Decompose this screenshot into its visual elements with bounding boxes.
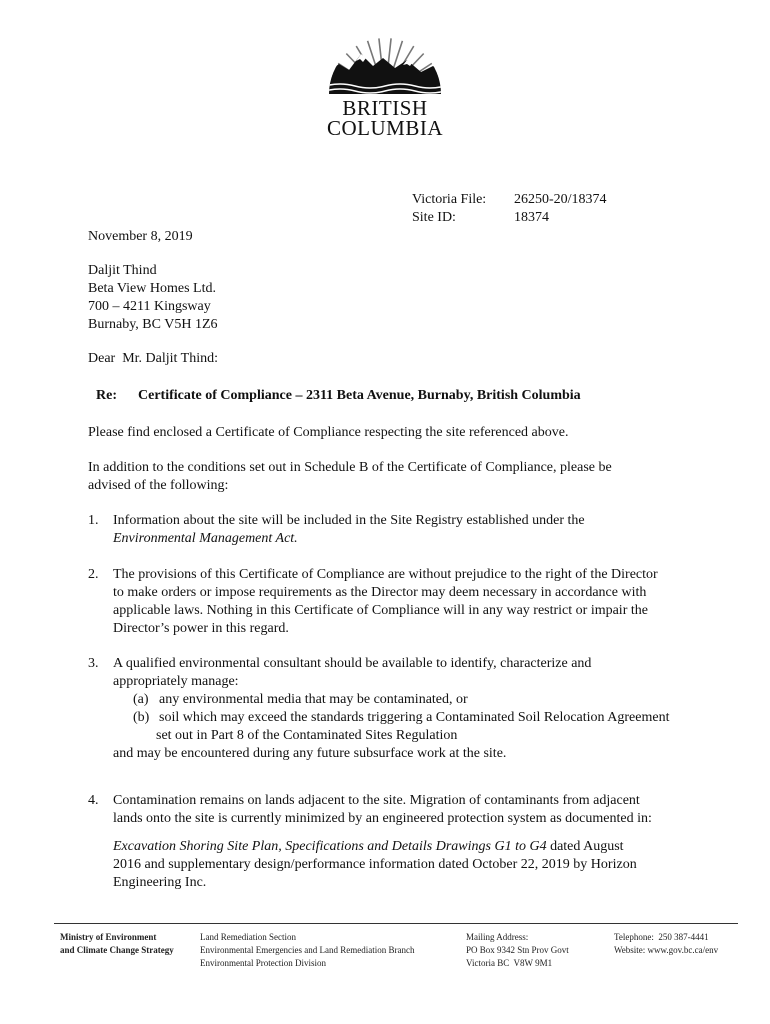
mail-label: Mailing Address: [466, 932, 529, 942]
recipient-name: Daljit Thind [88, 263, 157, 278]
list-number: 2. [88, 567, 99, 582]
item-line: Information about the site will be included in the Site Registry established under the [113, 513, 585, 528]
recipient-address [88, 262, 218, 334]
item-line: A qualified environmental consultant should be available to identify, characterize and [113, 656, 592, 671]
bc-sun-mountains-icon [325, 30, 445, 98]
logo-wordmark-line2: COLUMBIA [326, 116, 443, 140]
mail-city: Victoria BC V8W 9M1 [466, 958, 553, 968]
item-closing: and may be encountered during any future subsurface work at the site. [113, 746, 507, 761]
sub-item-text-cont: set out in Part 8 of the Contaminated Sites Regulation [156, 728, 458, 743]
document-reference [113, 838, 652, 856]
ministry-line: and Climate Change Strategy [60, 945, 174, 955]
salutation: Dear Mr. Daljit Thind: [88, 351, 218, 366]
telephone: Telephone: 250 387-4441 [614, 932, 709, 942]
item-line: Director’s power in this regard. [113, 621, 289, 636]
section-name: Land Remediation Section [200, 932, 296, 942]
sub-item-text: any environmental media that may be contaminated, or [159, 692, 468, 707]
footer-contact [614, 931, 718, 957]
item-line: lands onto the site is currently minimized by an engineered protection system as documented in: [113, 811, 652, 826]
division-name: Environmental Protection Division [200, 958, 326, 968]
sub-item-label: (b) [133, 710, 150, 725]
item-line: appropriately manage: [113, 674, 239, 689]
list-number: 1. [88, 513, 99, 528]
sub-item-label: (a) [133, 692, 149, 707]
paragraph-line: advised of the following: [88, 478, 229, 493]
website-link[interactable]: Website: www.gov.bc.ca/env [614, 945, 719, 955]
re-subject: Certificate of Compliance – 2311 Beta Avenue, Burnaby, British Columbia [138, 388, 581, 403]
item-line: applicable laws. Nothing in this Certificate of Compliance will in any way restrict or impair the [113, 603, 648, 618]
sub-item-a [113, 691, 591, 709]
item-line: Engineering Inc. [113, 875, 207, 890]
victoria-file-label: Victoria File: [412, 192, 487, 207]
site-id-label: Site ID: [412, 210, 456, 225]
document-title: Excavation Shoring Site Plan, Specifications and Details Drawings G1 to G4 [113, 839, 547, 854]
recipient-city: Burnaby, BC V5H 1Z6 [88, 317, 218, 332]
list-number: 3. [88, 656, 99, 671]
list-number: 4. [88, 793, 99, 808]
item-line: to make orders or impose requirements as the Director may deem necessary in accordance with [113, 585, 647, 600]
item-line: 2016 and supplementary design/performance information dated October 22, 2019 by Horizon [113, 857, 637, 872]
branch-name: Environmental Emergencies and Land Remediation Branch [200, 945, 415, 955]
recipient-company: Beta View Homes Ltd. [88, 281, 216, 296]
subject-line [96, 387, 581, 405]
sub-item-text: soil which may exceed the standards triggering a Contaminated Soil Relocation Agreement [159, 710, 670, 725]
footer-divider [54, 923, 738, 924]
paragraph-enclosed: Please find enclosed a Certificate of Compliance respecting the site referenced above. [88, 425, 569, 440]
letter-date: November 8, 2019 [88, 229, 193, 244]
footer-branch [200, 931, 415, 970]
item-line: Contamination remains on lands adjacent to the site. Migration of contaminants from adjacent [113, 793, 640, 808]
act-name: Environmental Management Act. [113, 531, 298, 546]
re-label: Re: [96, 388, 117, 403]
footer-mailing-address [466, 931, 569, 970]
paragraph-conditions [88, 459, 612, 495]
logo-wordmark-line1: BRITISH [342, 96, 428, 120]
document-date: dated August [546, 839, 624, 854]
sub-item-b [113, 709, 670, 727]
ministry-line: Ministry of Environment [60, 932, 157, 942]
mail-po: PO Box 9342 Stn Prov Govt [466, 945, 569, 955]
victoria-file-value: 26250-20/18374 [514, 192, 607, 207]
recipient-street: 700 – 4211 Kingsway [88, 299, 211, 314]
site-id-value: 18374 [514, 210, 549, 225]
footer-ministry [60, 931, 174, 957]
bc-logo [0, 30, 770, 138]
paragraph-line: In addition to the conditions set out in Schedule B of the Certificate of Compliance, please be [88, 460, 612, 475]
item-line: The provisions of this Certificate of Compliance are without prejudice to the right of the Director [113, 567, 658, 582]
